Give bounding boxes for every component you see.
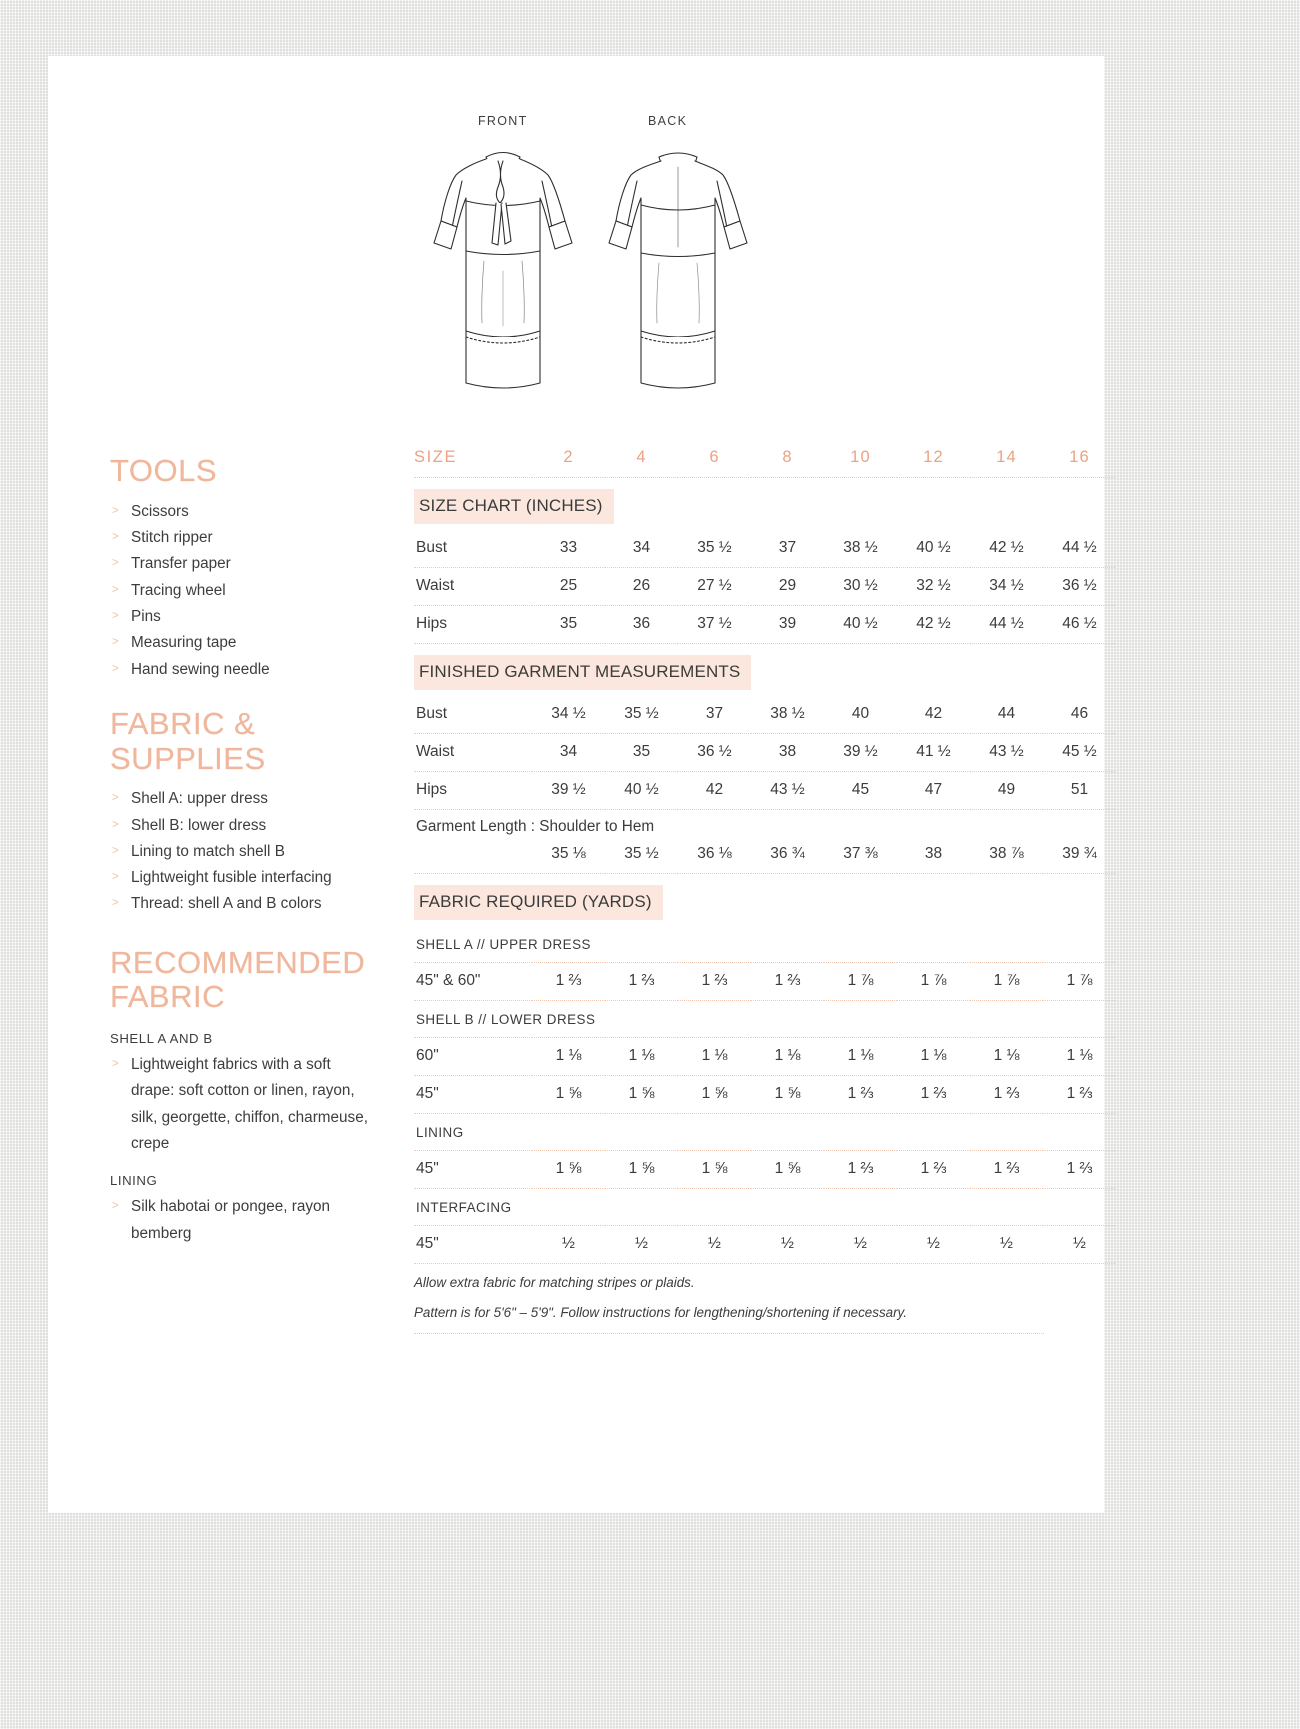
garment-length-values-row [414,836,1116,872]
fabric-supplies-heading: FABRIC & SUPPLIES [110,705,266,776]
cell: ½ [635,1235,648,1252]
shell-b-subheading-row [414,1001,1116,1037]
cell: 1 ⅔ [920,1160,947,1177]
cell: 40 ½ [624,781,659,798]
cell: 1 ⅔ [993,1160,1020,1177]
dress-back-technical-drawing [593,141,763,421]
cell: 1 ⅝ [555,1085,582,1102]
table-row [414,606,1116,643]
list-item: > Measuring tape [110,630,372,656]
shell-b-subheading: SHELL B // LOWER DRESS [416,1012,596,1027]
cell: 25 [559,577,578,594]
footnote-height: Pattern is for 5'6" – 5'9". Follow instructions for lengthening/shortening if necessary. [414,1304,907,1320]
interfacing-subheading-row [414,1189,1116,1225]
cell: 38 [778,743,797,760]
finished-garment-band: FINISHED GARMENT MEASUREMENTS [414,655,751,690]
table-row [414,1076,1116,1113]
cell: 1 ⅝ [701,1160,728,1177]
list-item: > Shell A: upper dress [110,786,372,812]
row-label-empty [414,836,532,872]
cell: 45 ½ [1062,743,1097,760]
size-column-10: 10 [850,448,871,466]
cell: 38 ½ [770,705,805,722]
lining-subheading-row [414,1114,1116,1150]
tools-heading: TOOLS [110,453,218,488]
garment-length-label-row [414,810,1116,837]
cell: 29 [778,577,797,594]
table-row [414,696,1116,732]
list-item: > Hand sewing needle [110,657,372,683]
cell: ½ [562,1235,575,1252]
cell: 1 ⅛ [628,1047,655,1064]
table-row [414,734,1116,771]
size-column-16: 16 [1069,448,1090,466]
size-chart-band-row [414,478,1116,531]
cell: 44 ½ [1062,539,1097,556]
front-view-label: FRONT [478,114,528,128]
cell: 1 ⅔ [1066,1085,1093,1102]
cell: ½ [1000,1235,1013,1252]
shell-a-subheading: SHELL A // UPPER DRESS [416,937,591,952]
tools-list [110,499,372,683]
table-row [414,963,1116,1000]
cell: 1 ⅔ [847,1085,874,1102]
cell: 1 ⅛ [993,1047,1020,1064]
list-item: > Lining to match shell B [110,839,372,865]
recommended-fabric-heading: RECOMMENDED FABRIC [110,944,366,1015]
list-item: > Lightweight fabrics with a soft drape: soft cotton or linen, rayon, silk, georgette, chiffon, charmeuse, crepe [110,1052,372,1157]
fabric-supplies-list [110,786,372,917]
cell: 36 ½ [697,743,732,760]
cell: 1 ⅝ [701,1085,728,1102]
divider [414,1262,1116,1264]
lining-subheading: LINING [416,1125,464,1140]
cell: ½ [854,1235,867,1252]
table-row [414,1226,1116,1263]
garment-illustration-area [48,56,1104,456]
cell: 35 ½ [624,845,659,862]
table-row [414,772,1116,809]
cell: 35 ½ [624,705,659,722]
row-label: Waist [416,577,455,594]
cell: 1 ⅞ [993,972,1020,989]
cell: 1 ⅔ [847,1160,874,1177]
back-view-label: BACK [648,114,688,128]
list-item: > Stitch ripper [110,525,372,551]
cell: 45 [851,781,870,798]
pattern-instruction-page [48,56,1104,1513]
cell: 32 ½ [916,577,951,594]
cell: 44 ½ [989,615,1024,632]
cell: 35 [559,615,578,632]
row-label: Bust [416,705,448,722]
cell: 27 ½ [697,577,732,594]
size-column-4: 4 [636,448,647,466]
cell: 1 ⅔ [920,1085,947,1102]
cell: 36 ½ [1062,577,1097,594]
list-item: > Scissors [110,499,372,525]
cell: 37 ⅜ [843,845,878,862]
cell: ½ [708,1235,721,1252]
cell: 1 ⅛ [847,1047,874,1064]
cell: 34 [632,539,651,556]
fabric-required-band: FABRIC REQUIRED (YARDS) [414,885,663,920]
cell: 36 ⅛ [697,845,732,862]
table-row [414,1151,1116,1188]
cell: 43 ½ [770,781,805,798]
cell: 43 ½ [989,743,1024,760]
cell: 1 ⅝ [555,1160,582,1177]
list-item: > Transfer paper [110,551,372,577]
cell: 35 ½ [697,539,732,556]
lining-list [110,1194,372,1247]
row-label: 45" & 60" [416,972,481,989]
cell: 47 [924,781,943,798]
table-row [414,1038,1116,1075]
cell: 1 ⅔ [555,972,582,989]
cell: 39 [778,615,797,632]
cell: 1 ⅛ [774,1047,801,1064]
cell: 42 [705,781,724,798]
cell: 37 ½ [697,615,732,632]
cell: 35 [632,743,651,760]
row-label: 45" [416,1160,439,1177]
cell: 38 [924,845,943,862]
size-column-8: 8 [782,448,793,466]
cell: 38 ⅞ [989,845,1024,862]
cell: 36 [632,615,651,632]
size-column-2: 2 [563,448,574,466]
cell: 42 [924,705,943,722]
row-label: 45" [416,1235,439,1252]
footnote-divider [414,1333,1044,1334]
list-item: > Tracing wheel [110,578,372,604]
fabric-required-band-row [414,874,1116,927]
size-column-6: 6 [709,448,720,466]
cell: 1 ⅝ [774,1160,801,1177]
cell: 33 [559,539,578,556]
list-item: > Pins [110,604,372,630]
cell: 42 ½ [916,615,951,632]
list-item: > Silk habotai or pongee, rayon bemberg [110,1194,372,1247]
list-item: > Lightweight fusible interfacing [110,865,372,891]
cell: 38 ½ [843,539,878,556]
shell-a-and-b-list [110,1052,372,1157]
cell: 34 ½ [551,705,586,722]
lining-subheading: LINING [110,1173,158,1189]
row-label: Waist [416,743,455,760]
cell: 37 [778,539,797,556]
size-and-fabric-chart [414,448,1116,1264]
cell: ½ [927,1235,940,1252]
cell: 51 [1070,781,1089,798]
cell: 46 [1070,705,1089,722]
measurement-tables [414,448,1097,1334]
cell: 1 ⅝ [628,1160,655,1177]
table-row [414,530,1116,566]
cell: 1 ⅔ [774,972,801,989]
dress-front-technical-drawing [418,141,588,421]
cell: 1 ⅞ [1066,972,1093,989]
row-label: 60" [416,1047,439,1064]
cell: 46 ½ [1062,615,1097,632]
row-label: Hips [416,615,448,632]
cell: 39 ½ [843,743,878,760]
shell-a-and-b-subheading: SHELL A AND B [110,1031,213,1047]
cell: 35 ⅛ [551,845,586,862]
cell: 37 [705,705,724,722]
finished-garment-band-row [414,644,1116,697]
cell: 49 [997,781,1016,798]
cell: 1 ⅔ [701,972,728,989]
cell: 42 ½ [989,539,1024,556]
cell: 40 ½ [843,615,878,632]
cell: 1 ⅔ [628,972,655,989]
interfacing-subheading: INTERFACING [416,1200,512,1215]
cell: 1 ⅝ [774,1085,801,1102]
cell: 40 ½ [916,539,951,556]
size-column-12: 12 [923,448,944,466]
cell: 1 ⅔ [1066,1160,1093,1177]
list-item: > Shell B: lower dress [110,813,372,839]
garment-length-label: Garment Length : Shoulder to Hem [416,818,655,835]
supplies-sidebar [110,454,372,1247]
cell: 39 ¾ [1062,845,1097,862]
cell: 41 ½ [916,743,951,760]
list-item: > Thread: shell A and B colors [110,891,372,917]
cell: 1 ⅛ [1066,1047,1093,1064]
row-label: 45" [416,1085,439,1102]
cell: 1 ⅔ [993,1085,1020,1102]
size-column-14: 14 [996,448,1017,466]
cell: ½ [1073,1235,1086,1252]
cell: 40 [851,705,870,722]
cell: 34 ½ [989,577,1024,594]
row-label: Hips [416,781,448,798]
size-header-label: SIZE [414,448,458,466]
cell: 30 ½ [843,577,878,594]
cell: 1 ⅞ [920,972,947,989]
cell: ½ [781,1235,794,1252]
cell: 1 ⅝ [628,1085,655,1102]
shell-a-subheading-row [414,926,1116,961]
cell: 34 [559,743,578,760]
cell: 36 ¾ [770,845,805,862]
cell: 26 [632,577,651,594]
row-label: Bust [416,539,448,556]
footnote-stripes: Allow extra fabric for matching stripes or plaids. [414,1275,695,1290]
cell: 1 ⅞ [847,972,874,989]
cell: 44 [997,705,1016,722]
table-row [414,568,1116,605]
size-header-row [414,448,1116,476]
cell: 1 ⅛ [920,1047,947,1064]
cell: 39 ½ [551,781,586,798]
size-chart-band: SIZE CHART (INCHES) [414,489,614,524]
cell: 1 ⅛ [701,1047,728,1064]
cell: 1 ⅛ [555,1047,582,1064]
